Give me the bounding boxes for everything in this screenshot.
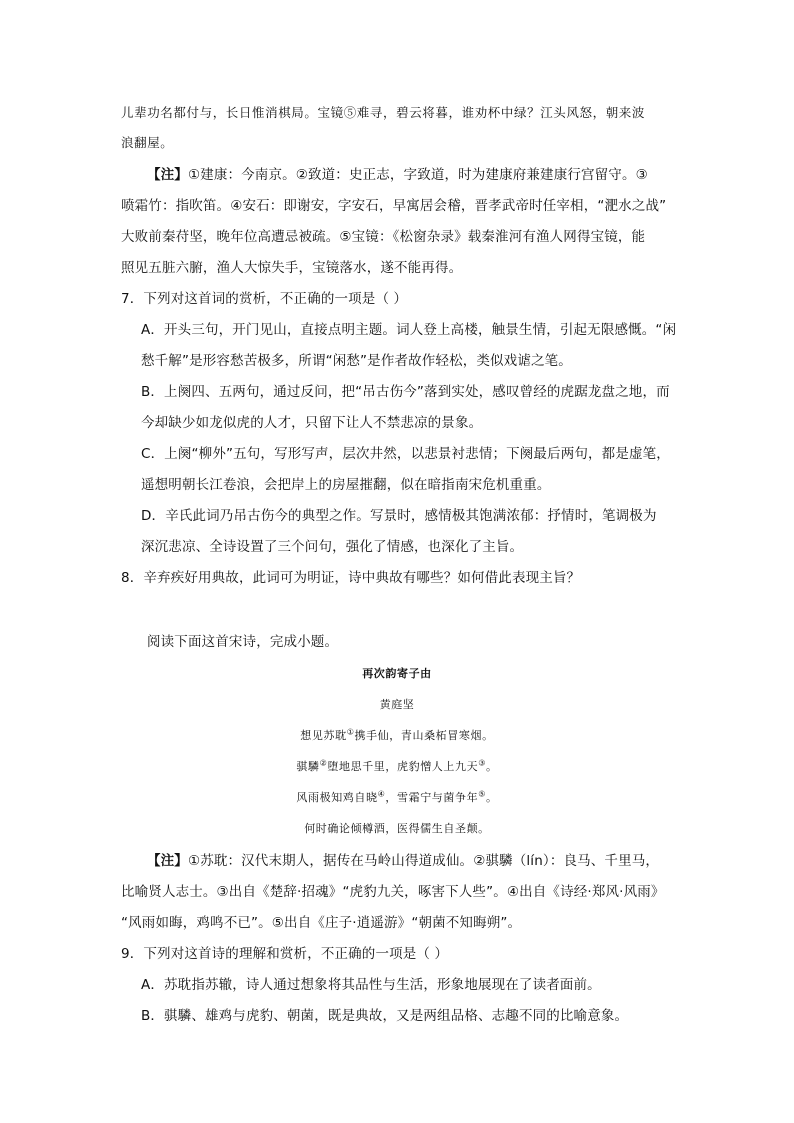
poem-line: 骐驎②堕地思千里，虎豹憎人上九天③。 [296,758,498,773]
option-line: B．骐驎、雄鸡与虎豹、朝菌，既是典故，又是两组品格、志趣不同的比喻意象。 [141,1008,629,1024]
annotation-line: “风雨如晦，鸡鸣不已”。⑤出自《庄子·逍遥游》“朝菌不知晦朔”。 [121,915,522,931]
annotation-text: ①苏耽：汉代末期人，据传在马岭山得道成仙。②骐驎（lín）：良马、千里马， [187,853,660,869]
option-line: D．辛氏此词乃吊古伤今的典型之作。写景时，感情极其饱满浓郁：抒情时，笔调极为 [141,508,657,524]
footnote-marker: ⑤ [478,789,486,799]
option-line: 愁千解”是形容愁苦极多，所谓“闲愁”是作者故作轻松，类似戏谑之笔。 [141,353,572,369]
footnote-marker: ② [319,758,328,768]
footnote-marker: ① [346,727,355,737]
option-line: 深沉悲凉、全诗设置了三个问句，强化了情感，也深化了主旨。 [141,539,524,555]
question-stem: 7．下列对这首词的赏析，不正确的一项是（ ） [121,291,408,307]
option-line: B．上阕四、五两句，通过反问，把“吊古伤今”落到实处，感叹曾经的虎踞龙盘之地，而 [141,384,670,400]
option-line: A．开头三句，开门见山，直接点明主题。词人登上高楼，触景生情，引起无限感慨。“闲 [141,322,677,338]
poem-continuation-line: 浪翻屋。 [121,135,174,150]
annotation-line: 比喻贤人志士。③出自《楚辞·招魂》“虎豹九关，啄害下人些”。④出自《诗经·郑风·风雨》 [121,884,665,900]
annotation-bracket: 【注】 [147,853,188,869]
annotation-bracket: 【注】 [147,167,188,183]
question-stem: 9．下列对这首诗的理解和赏析，不正确的一项是（ ） [121,946,449,962]
reading-instruction: 阅读下面这首宋诗，完成小题。 [147,634,339,650]
option-line: 今却缺少如龙似虎的人才，只留下让人不禁悲凉的景象。 [141,415,483,431]
annotation-line: 喷霜竹：指吹笛。④安石：即谢安，字安石，早寓居会稽，晋孝武帝时任宰相，“淝水之战” [121,198,667,214]
poem-continuation-line: 儿辈功名都付与，长日惟消棋局。宝镜⑤难寻，碧云将暮，谁劝杯中绿？江头风怒，朝来波 [121,105,646,120]
annotation-line [147,165,648,185]
poem-author: 黄庭坚 [379,698,415,711]
poem-line: 何时确论倾樽酒，医得儒生自圣颠。 [304,822,490,835]
annotation-line: 大败前秦苻坚，晚年位高遭忌被疏。⑤宝镜：《松窗杂录》载秦淮河有渔人网得宝镜，能 [121,229,646,245]
poem-line: 风雨极知鸡自晓④，雪霜宁与菌争年⑤。 [296,789,498,804]
poem-line: 想见苏耽①携手仙，青山桑柘冒寒烟。 [300,727,494,742]
footnote-marker: ③ [478,758,486,768]
question-stem: 8．辛弃疾好用典故，此词可为明证，诗中典故有哪些？如何借此表现主旨？ [121,570,581,586]
option-line: C．上阕“柳外”五句，写形写声，层次井然，以悲景衬悲情；下阕最后两句，都是虚笔， [141,446,670,462]
poem-title: 再次韵寄子由 [362,667,432,680]
annotation-line [147,851,659,871]
annotation-line: 照见五脏六腑，渔人大惊失手，宝镜落水，遂不能再得。 [121,260,463,276]
option-line: 遥想明朝长江卷浪，会把岸上的房屋摧翻，似在暗指南宋危机重重。 [141,477,551,493]
option-line: A．苏耽指苏辙，诗人通过想象将其品性与生活，形象地展现在了读者面前。 [141,977,601,993]
footnote-marker: ④ [377,789,386,799]
annotation-text: ①建康：今南京。②致道：史正志，字致道，时为建康府兼建康行宫留守。③ [187,167,648,183]
